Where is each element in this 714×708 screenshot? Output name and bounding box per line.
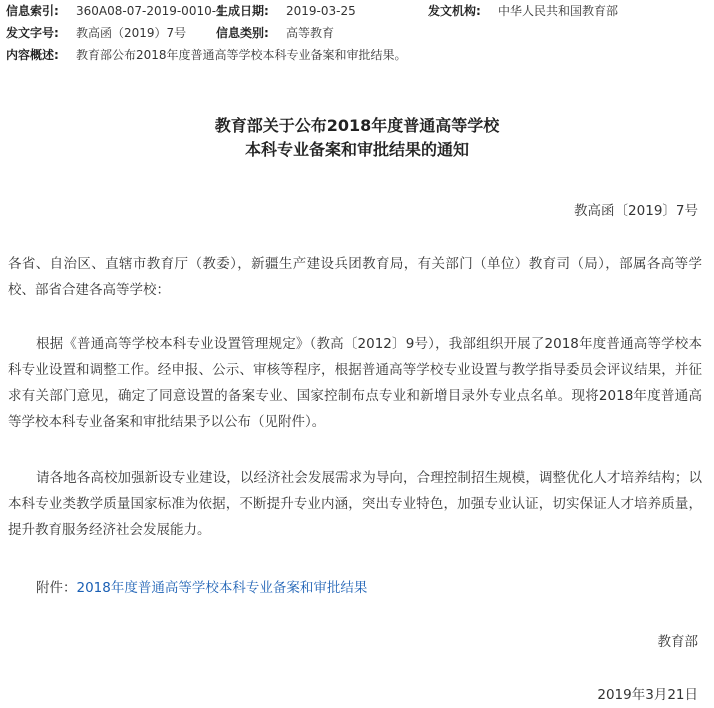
issuer-value: 中华人民共和国教育部	[498, 4, 619, 18]
category-value: 高等教育	[286, 26, 335, 40]
metadata-table	[0, 0, 714, 66]
issuer-label: 发文机构:	[428, 4, 481, 18]
generated-date-label: 生成日期:	[216, 4, 269, 18]
attachment-line	[8, 575, 702, 601]
document-title-line2: 本科专业备案和审批结果的通知	[244, 140, 469, 159]
document-date: 2019年3月21日	[597, 687, 698, 703]
metadata-row	[0, 0, 714, 22]
info-index-label: 信息索引:	[6, 4, 59, 18]
body-paragraph-1: 根据《普通高等学校本科专业设置管理规定》（教高〔2012〕9号），我部组织开展了2018年度普通高等学校本科专业设置和调整工作。经申报、公示、审核等程序，根据普通高等学校专业设置与教学指导委员会评议结果，并征求有关部门意见，确定了同意设置的备案专业、国家控制布点专业和新增目录外专业点名单。现将2018年度普通高等学校本科专业备案和审批结果予以公布（见附件）。	[8, 336, 702, 430]
body-paragraph-2: 请各地各高校加强新设专业建设，以经济社会发展需求为导向，合理控制招生规模，调整优化人才培养结构；以本科专业类教学质量国家标准为依据，不断提升专业内涵，突出专业特色，加强专业认证，切实保证人才培养质量，提升教育服务经济社会发展能力。	[8, 470, 702, 538]
attachment-label: 附件：	[36, 580, 77, 596]
doc-number-label: 发文字号:	[6, 26, 59, 40]
category-label: 信息类别:	[216, 26, 269, 40]
summary-label: 内容概述:	[6, 48, 59, 62]
document-title-line1: 教育部关于公布2018年度普通高等学校	[214, 116, 500, 135]
metadata-row	[0, 44, 714, 66]
document-number: 教高函〔2019〕7号	[574, 203, 698, 219]
generated-date-value: 2019-03-25	[286, 4, 356, 18]
attachment-link[interactable]: 2018年度普通高等学校本科专业备案和审批结果	[76, 580, 368, 596]
summary-value: 教育部公布2018年度普通高等学校本科专业备案和审批结果。	[76, 48, 407, 62]
document-title	[0, 114, 714, 162]
info-index-value: 360A08-07-2019-0010-1	[76, 4, 224, 18]
metadata-row	[0, 22, 714, 44]
doc-number-value: 教高函（2019）7号	[76, 26, 187, 40]
addressee: 各省、自治区、直辖市教育厅（教委），新疆生产建设兵团教育局，有关部门（单位）教育司（局），部属各高等学校、部省合建各高等学校：	[8, 256, 702, 298]
signature: 教育部	[657, 634, 698, 650]
